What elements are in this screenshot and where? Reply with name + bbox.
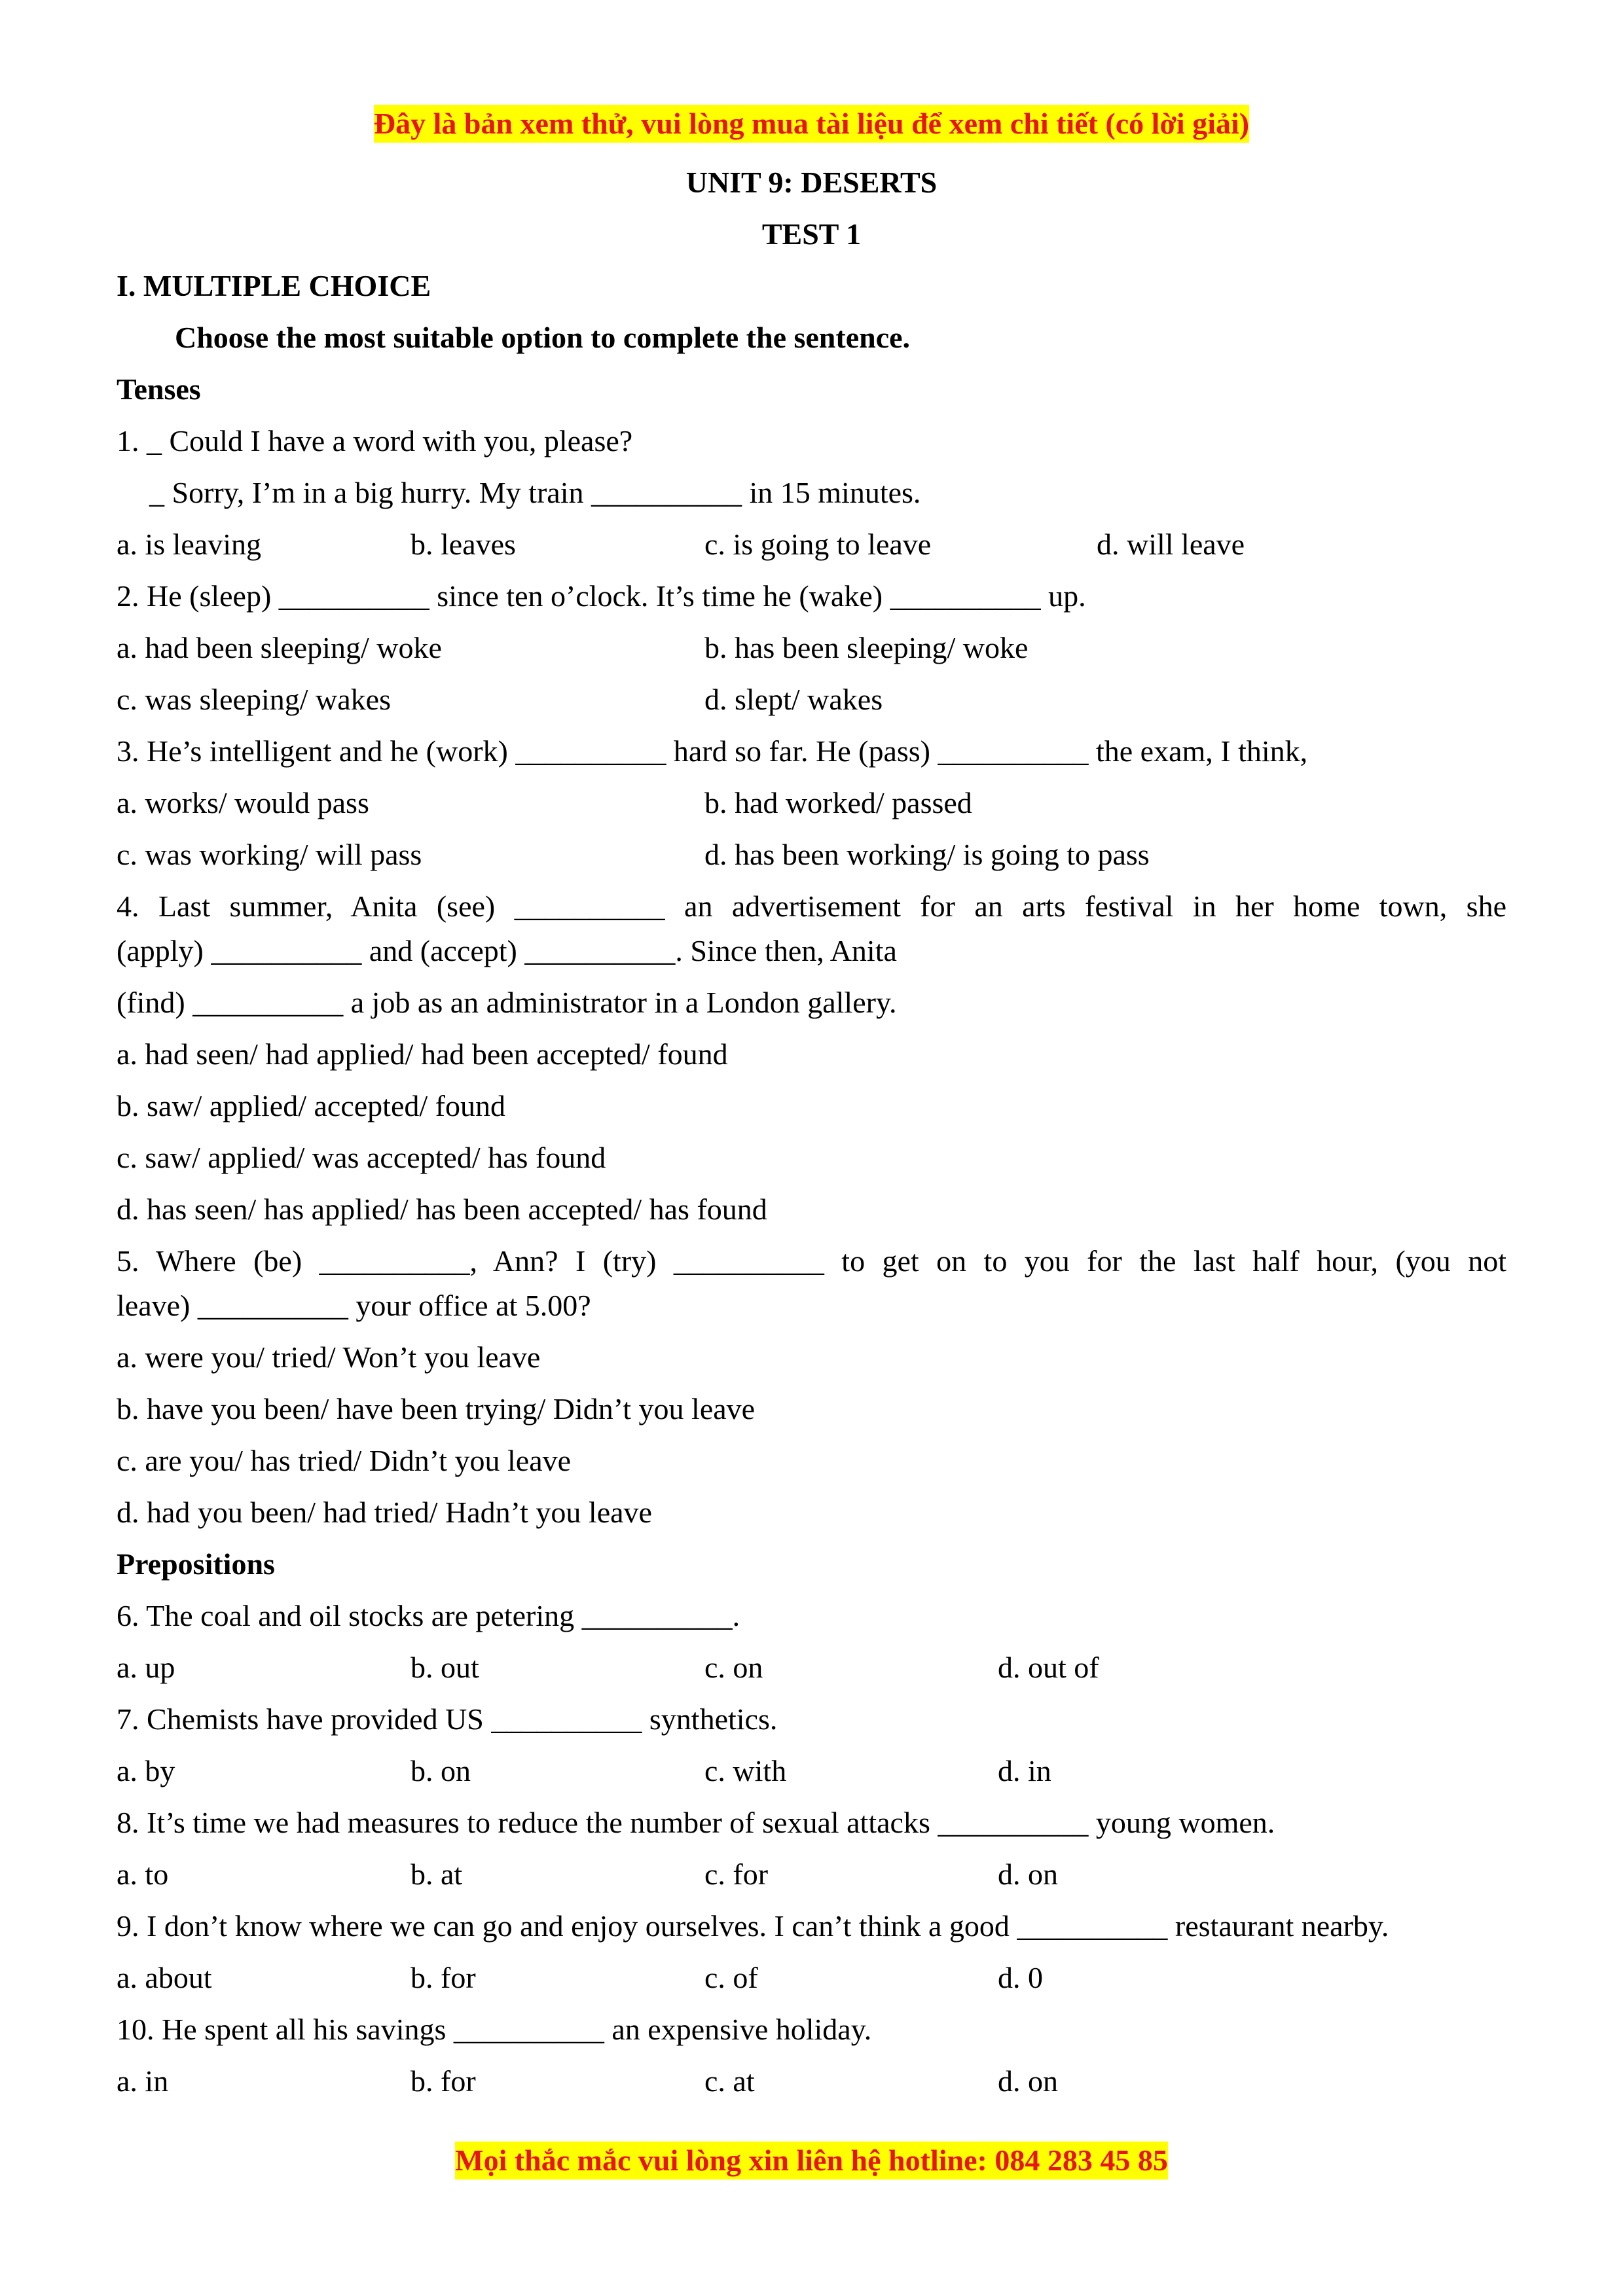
question-10-option-d[interactable]: d. on xyxy=(998,2064,1058,2098)
question-5-option-b[interactable]: b. have you been/ have been trying/ Didn’t you leave xyxy=(117,1392,756,1426)
question-5-option-a[interactable]: a. were you/ tried/ Won’t you leave xyxy=(117,1340,541,1374)
question-9-option-a[interactable]: a. about xyxy=(117,1961,212,1994)
question-6-option-c[interactable]: c. on xyxy=(704,1651,763,1684)
question-9-option-d[interactable]: d. 0 xyxy=(998,1961,1043,1994)
question-4-option-d[interactable]: d. has seen/ has applied/ has been accepted/ has found xyxy=(117,1193,767,1226)
question-2-option-d[interactable]: d. slept/ wakes xyxy=(704,683,883,716)
question-5-line-2: leave) __________ your office at 5.00? xyxy=(117,1289,591,1322)
group-heading-prepositions: Prepositions xyxy=(117,1547,275,1581)
question-8-option-c[interactable]: c. for xyxy=(704,1857,769,1891)
question-4-option-b[interactable]: b. saw/ applied/ accepted/ found xyxy=(117,1089,505,1122)
question-8-line-1: 8. It’s time we had measures to reduce the number of sexual attacks __________ young women. xyxy=(117,1806,1275,1839)
question-2-option-c[interactable]: c. was sleeping/ wakes xyxy=(117,683,391,716)
question-3-option-d[interactable]: d. has been working/ is going to pass xyxy=(704,838,1150,871)
question-3-option-c[interactable]: c. was working/ will pass xyxy=(117,838,422,871)
question-6-option-d[interactable]: d. out of xyxy=(998,1651,1099,1684)
question-4-line-3: (find) __________ a job as an administrator in a London gallery. xyxy=(117,986,897,1019)
question-7-option-b[interactable]: b. on xyxy=(410,1754,471,1787)
question-1-line-2: _ Sorry, I’m in a big hurry. My train __________ in 15 minutes. xyxy=(149,476,921,509)
question-10-option-a[interactable]: a. in xyxy=(117,2064,169,2098)
question-10-option-b[interactable]: b. for xyxy=(410,2064,476,2098)
question-5-option-d[interactable]: d. had you been/ had tried/ Hadn’t you leave xyxy=(117,1496,652,1529)
question-4-option-a[interactable]: a. had seen/ had applied/ had been accepted/ found xyxy=(117,1037,728,1071)
question-9-option-c[interactable]: c. of xyxy=(704,1961,758,1994)
question-5-option-c[interactable]: c. are you/ has tried/ Didn’t you leave xyxy=(117,1444,572,1477)
group-heading-tenses: Tenses xyxy=(117,372,201,406)
question-7-option-c[interactable]: c. with xyxy=(704,1754,787,1787)
test-title: TEST 1 xyxy=(761,217,862,251)
question-1-option-b[interactable]: b. leaves xyxy=(410,528,516,561)
question-7-line-1: 7. Chemists have provided US __________ synthetics. xyxy=(117,1702,778,1736)
question-8-option-b[interactable]: b. at xyxy=(410,1857,463,1891)
question-7-option-a[interactable]: a. by xyxy=(117,1754,175,1787)
question-4-line-1: 4. Last summer, Anita (see) __________ an advertisement for an arts festival in her home town, she xyxy=(117,889,1506,923)
question-3-option-b[interactable]: b. had worked/ passed xyxy=(704,786,972,819)
question-6-option-a[interactable]: a. up xyxy=(117,1651,175,1684)
question-2-line-1: 2. He (sleep) __________ since ten o’clock. It’s time he (wake) __________ up. xyxy=(117,579,1086,613)
question-6-option-b[interactable]: b. out xyxy=(410,1651,479,1684)
question-10-option-c[interactable]: c. at xyxy=(704,2064,755,2098)
instruction: Choose the most suitable option to complete the sentence. xyxy=(175,321,911,354)
question-1-option-a[interactable]: a. is leaving xyxy=(117,528,261,561)
question-1-option-c[interactable]: c. is going to leave xyxy=(704,528,932,561)
unit-title: UNIT 9: DESERTS xyxy=(685,166,938,199)
question-2-option-b[interactable]: b. has been sleeping/ woke xyxy=(704,631,1029,664)
question-5-line-1: 5. Where (be) __________, Ann? I (try) __________ to get on to you for the last half hour, (you not xyxy=(117,1244,1506,1278)
question-6-line-1: 6. The coal and oil stocks are petering __________. xyxy=(117,1599,740,1632)
question-7-option-d[interactable]: d. in xyxy=(998,1754,1051,1787)
footer-notice: Mọi thắc mắc vui lòng xin liên hệ hotline: 084 283 45 85 xyxy=(455,2142,1168,2179)
question-4-line-2: (apply) __________ and (accept) __________. Since then, Anita xyxy=(117,934,897,967)
question-2-option-a[interactable]: a. had been sleeping/ woke xyxy=(117,631,442,664)
question-3-option-a[interactable]: a. works/ would pass xyxy=(117,786,369,819)
question-8-option-a[interactable]: a. to xyxy=(117,1857,169,1891)
footer-notice-line xyxy=(0,2142,1623,2179)
question-3-line-1: 3. He’s intelligent and he (work) __________ hard so far. He (pass) __________ the exam, I think, xyxy=(117,734,1308,768)
question-8-option-d[interactable]: d. on xyxy=(998,1857,1058,1891)
question-10-line-1: 10. He spent all his savings __________ an expensive holiday. xyxy=(117,2013,872,2046)
question-1-option-d[interactable]: d. will leave xyxy=(1097,528,1245,561)
section-heading: I. MULTIPLE CHOICE xyxy=(117,269,431,302)
question-1-line-1: 1. _ Could I have a word with you, please? xyxy=(117,424,633,457)
header-notice: Đây là bản xem thử, vui lòng mua tài liệu để xem chi tiết (có lời giải) xyxy=(374,105,1249,143)
question-9-option-b[interactable]: b. for xyxy=(410,1961,476,1994)
header-notice-line xyxy=(0,105,1623,143)
question-9-line-1: 9. I don’t know where we can go and enjoy ourselves. I can’t think a good __________ restaurant nearby. xyxy=(117,1909,1389,1943)
question-4-option-c[interactable]: c. saw/ applied/ was accepted/ has found xyxy=(117,1141,606,1174)
